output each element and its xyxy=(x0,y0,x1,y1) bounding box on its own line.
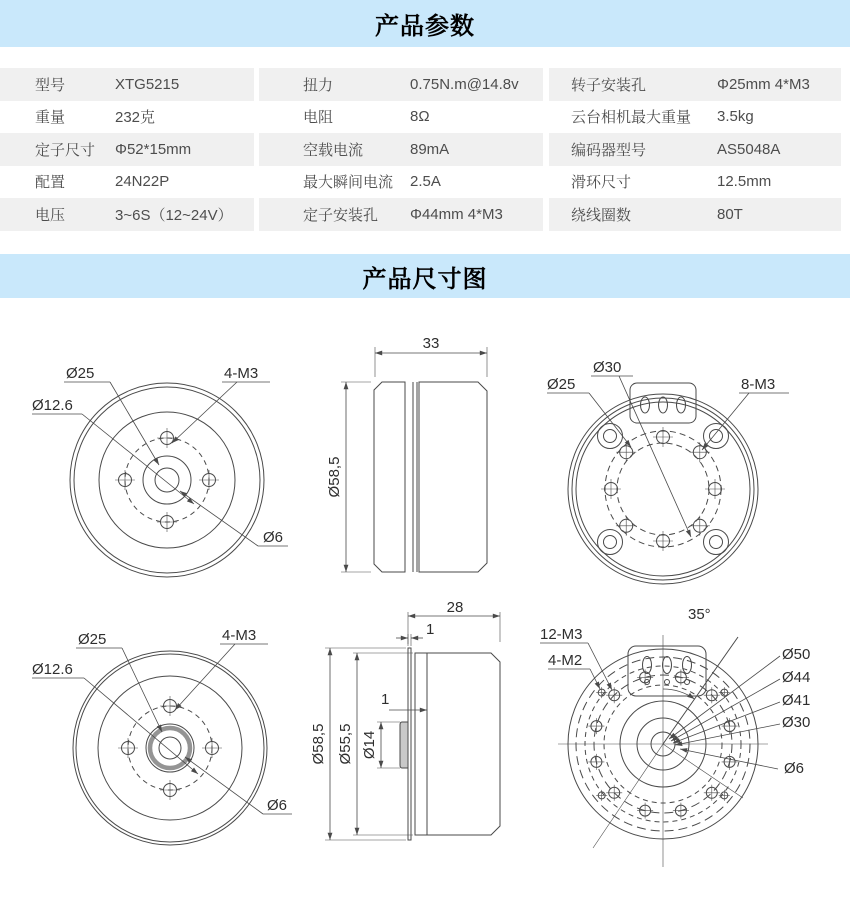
table-row xyxy=(259,166,543,199)
dim-label: Ø55,5 xyxy=(337,723,354,765)
rotor-front-bottom-drawing xyxy=(30,622,315,880)
param-value: Φ44mm 4*M3 xyxy=(410,205,503,223)
params-column-1 xyxy=(0,68,254,231)
param-label: 滑环尺寸 xyxy=(571,174,632,192)
dim-label: Ø44 xyxy=(782,669,811,686)
param-value: 80T xyxy=(717,205,743,223)
dim-label: Ø58,5 xyxy=(326,456,343,498)
param-value: 2.5A xyxy=(410,173,441,191)
dimensions-section-header xyxy=(0,254,850,298)
table-row xyxy=(0,68,254,101)
stator-back-top-drawing xyxy=(545,357,845,607)
dim-label: 4-M3 xyxy=(224,365,259,382)
param-label: 定子尺寸 xyxy=(35,141,96,159)
table-row xyxy=(549,166,841,199)
params-column-3 xyxy=(549,68,841,231)
dim-label: Ø25 xyxy=(78,631,107,648)
param-label: 绕线圈数 xyxy=(571,206,632,224)
dim-label: 33 xyxy=(422,335,440,352)
stator-face-bottom-drawing xyxy=(538,593,850,890)
table-row xyxy=(259,133,543,166)
param-value: 89mA xyxy=(410,140,450,158)
table-row xyxy=(259,101,543,134)
param-value: 3.5kg xyxy=(717,108,754,126)
table-row xyxy=(0,166,254,199)
param-label: 电压 xyxy=(35,206,66,224)
param-value: 8Ω xyxy=(410,108,430,126)
param-label: 最大瞬间电流 xyxy=(303,174,394,192)
dim-label: 1 xyxy=(381,691,390,708)
dim-label: Ø50 xyxy=(782,646,811,663)
params-title: 产品参数 xyxy=(375,13,475,40)
param-label: 定子安装孔 xyxy=(303,206,379,224)
dim-label: Ø12.6 xyxy=(32,661,73,678)
table-row xyxy=(259,198,543,231)
table-row xyxy=(259,68,543,101)
table-row xyxy=(0,133,254,166)
dim-label: Ø6 xyxy=(263,529,284,546)
dim-label: Ø6 xyxy=(784,760,805,777)
param-value: 12.5mm xyxy=(717,173,772,191)
param-value: 0.75N.m@14.8v xyxy=(410,75,519,93)
param-label: 重量 xyxy=(35,109,66,127)
param-value: 232克 xyxy=(115,109,156,127)
dim-label: 4-M2 xyxy=(548,652,583,669)
dim-label: Ø25 xyxy=(547,376,576,393)
param-value: Φ52*15mm xyxy=(115,140,192,158)
param-label: 空载电流 xyxy=(303,141,364,159)
dim-label: 1 xyxy=(426,621,435,638)
table-row xyxy=(549,198,841,231)
dim-label: 12-M3 xyxy=(540,626,583,643)
dim-label: Ø14 xyxy=(361,730,378,760)
dim-label: Ø25 xyxy=(66,365,95,382)
dim-label: Ø58,5 xyxy=(310,723,327,765)
dimensions-title: 产品尺寸图 xyxy=(362,265,488,293)
dim-label: Ø30 xyxy=(782,714,811,731)
param-label: 云台相机最大重量 xyxy=(571,109,692,127)
params-column-2 xyxy=(259,68,543,231)
table-row xyxy=(549,133,841,166)
param-value: AS5048A xyxy=(717,140,781,158)
param-value: 24N22P xyxy=(115,173,170,191)
param-label: 转子安装孔 xyxy=(571,76,647,94)
dim-label: Ø12.6 xyxy=(32,397,73,414)
param-label: 型号 xyxy=(35,76,66,94)
table-row xyxy=(549,68,841,101)
param-label: 编码器型号 xyxy=(571,141,647,159)
params-table xyxy=(0,68,841,231)
table-row xyxy=(0,198,254,231)
table-row xyxy=(549,101,841,134)
param-label: 配置 xyxy=(35,174,66,192)
side-view-top-drawing xyxy=(315,335,515,595)
side-view-bottom-drawing xyxy=(305,598,520,880)
dim-label: Ø30 xyxy=(593,359,622,376)
param-value: XTG5215 xyxy=(115,75,180,93)
param-value: Φ25mm 4*M3 xyxy=(717,75,810,93)
param-value: 3~6S（12~24V） xyxy=(115,206,233,224)
dim-label: 28 xyxy=(446,599,464,616)
params-section-header xyxy=(0,0,850,47)
dim-label: 8-M3 xyxy=(741,376,776,393)
dim-label: 4-M3 xyxy=(222,627,257,644)
dim-label: 35° xyxy=(688,606,711,623)
param-label: 电阻 xyxy=(303,109,334,127)
param-label: 扭力 xyxy=(303,76,334,94)
rotor-front-top-drawing xyxy=(30,360,310,600)
dim-label: Ø41 xyxy=(782,692,811,709)
table-row xyxy=(0,101,254,134)
dim-label: Ø6 xyxy=(267,797,288,814)
